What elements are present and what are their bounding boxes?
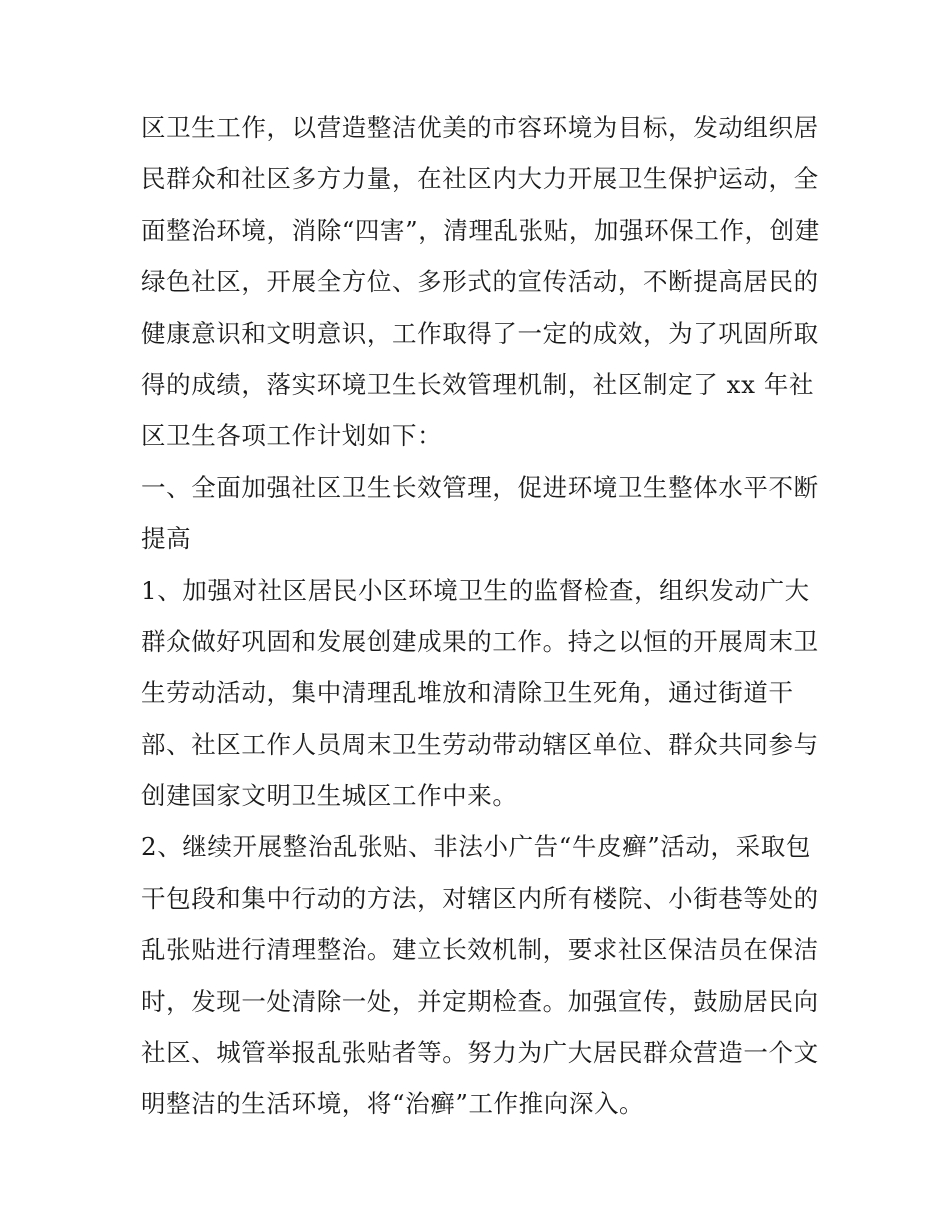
list-item-1-line: 生劳动活动，集中清理乱堆放和清除卫生死角，通过街道干 — [141, 678, 794, 708]
section-heading-line: 提高 — [141, 524, 192, 554]
list-item-1-line: 创建国家文明卫生城区工作中来。 — [141, 781, 518, 811]
list-item-2-line: 乱张贴进行清理整治。建立长效机制，要求社区保洁员在保洁 — [141, 935, 819, 965]
list-item-2-line: 社区、城管举报乱张贴者等。努力为广大居民群众营造一个文 — [141, 1038, 819, 1068]
list-item-1-line: 部、社区工作人员周末卫生劳动带动辖区单位、群众共同参与 — [141, 729, 819, 759]
text-line: 面整治环境，消除“四害”，清理乱张贴，加强环保工作，创建 — [141, 215, 820, 245]
list-item-2-line: 时，发现一处清除一处，并定期检查。加强宣传，鼓励居民向 — [141, 986, 819, 1016]
document-body — [141, 102, 821, 1130]
list-item-2-line: 干包段和集中行动的方法，对辖区内所有楼院、小街巷等处的 — [141, 883, 819, 913]
text-line: 绿色社区，开展全方位、多形式的宣传活动，不断提高居民的 — [141, 267, 819, 297]
list-item-1-line: 1、加强对社区居民小区环境卫生的监督检查，组织发动广大 — [141, 575, 810, 605]
text-line: 健康意识和文明意识，工作取得了一定的成效，为了巩固所取 — [141, 318, 819, 348]
list-item-1-line: 群众做好巩固和发展创建成果的工作。持之以恒的开展周末卫 — [141, 626, 819, 656]
list-item-2-line: 明整洁的生活环境，将“治癣”工作推向深入。 — [141, 1089, 645, 1119]
text-line: 民群众和社区多方力量，在社区内大力开展卫生保护运动，全 — [141, 164, 819, 194]
section-heading-line: 一、全面加强社区卫生长效管理，促进环境卫生整体水平不断 — [141, 472, 819, 502]
text-line: 区卫生工作，以营造整洁优美的市容环境为目标，发动组织居 — [141, 113, 819, 142]
text-line: 得的成绩，落实环境卫生长效管理机制，社区制定了 xx 年社 — [141, 369, 815, 399]
list-item-2-line: 2、继续开展整治乱张贴、非法小广告“牛皮癣”活动，采取包 — [141, 832, 811, 862]
text-line: 区卫生各项工作计划如下： — [141, 421, 443, 451]
